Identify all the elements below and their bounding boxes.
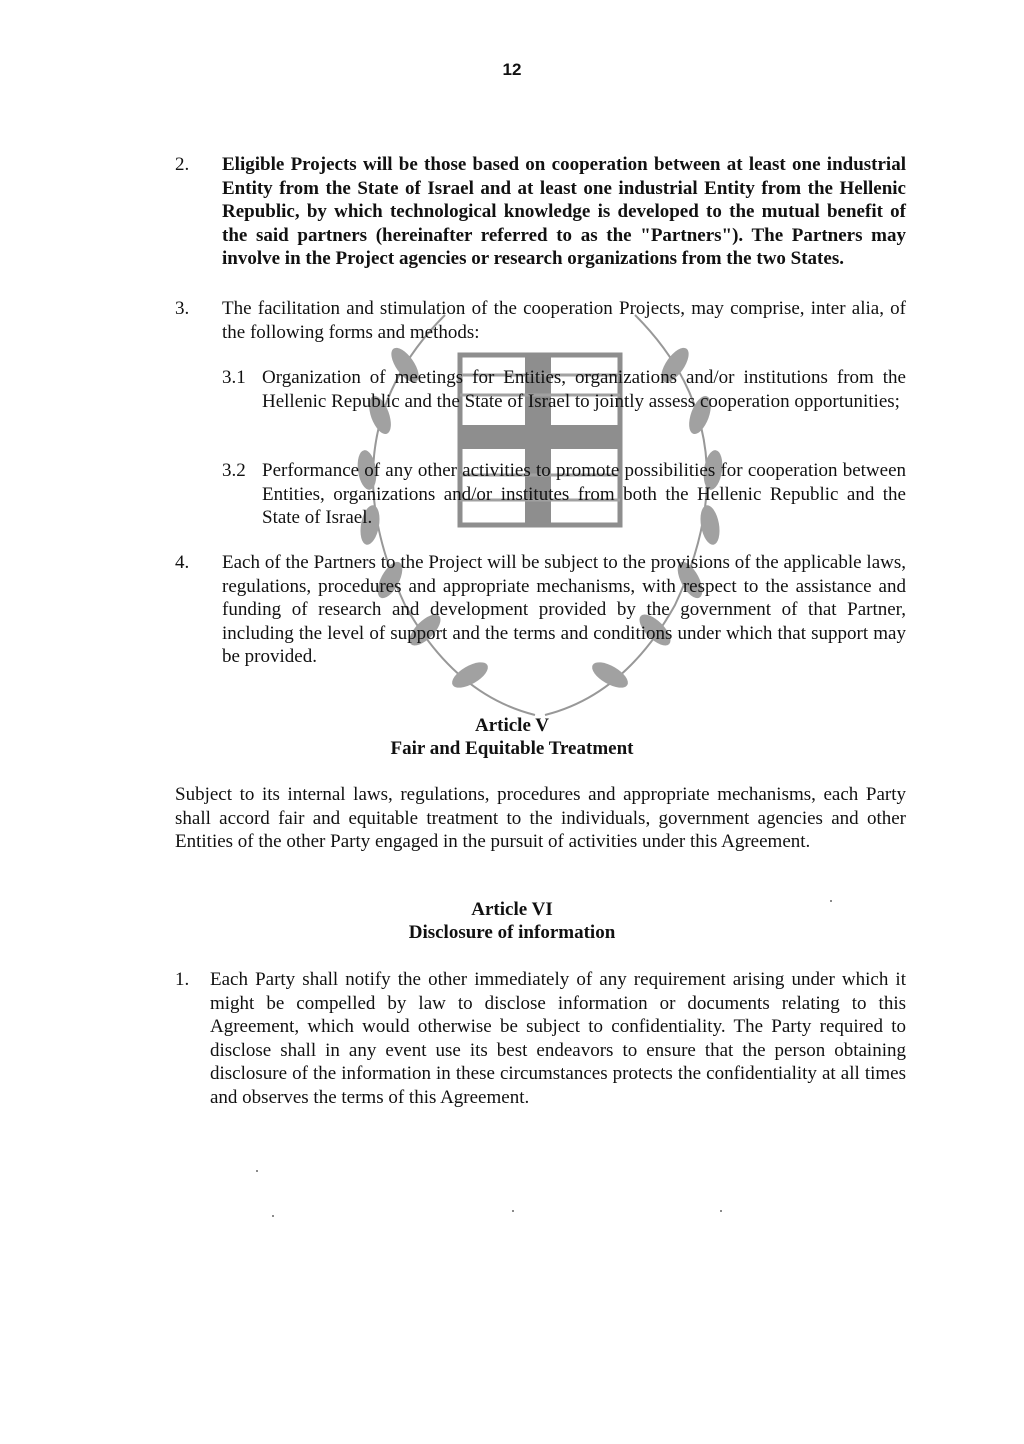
page-number: 12 [502, 60, 522, 79]
article-v-subtitle: Fair and Equitable Treatment [390, 738, 634, 759]
item-text: Organization of meetings for Entities, organizations and/or institutions from the Hellenic Republic and the State of Israel to jointly assess cooperation opportunities; [262, 367, 906, 412]
item-number: 3. [175, 298, 190, 319]
item-text: Performance of any other activities to promote possibilities for cooperation between Entities, organizations and/or institutes from both the Hellenic Republic and the State of Israel. [262, 460, 906, 528]
item-text: The facilitation and stimulation of the cooperation Projects, may comprise, inter alia, of the following forms and methods: [222, 298, 906, 343]
item-text: Each of the Partners to the Project will be subject to the provisions of the applicable laws, regulations, procedures and appropriate mechanisms, with respect to the assistance and funding of research and development provided by the government of that Partner, including the level of support and the terms and conditions under which that support may be provided. [222, 552, 906, 667]
article-v-text: Subject to its internal laws, regulations, procedures and appropriate mechanisms, each Party shall accord fair and equitable treatment to the individuals, government agencies and other Entities of the other Party engaged in the pursuit of activities under this Agreement. [175, 784, 906, 852]
scan-speck [272, 1215, 274, 1217]
item-number: 3.2 [222, 460, 246, 481]
article-vi-title: Article VI [471, 899, 553, 920]
article-v-title: Article V [474, 715, 550, 736]
item-number: 4. [175, 552, 190, 573]
item-number: 2. [175, 154, 190, 175]
scan-speck [512, 1210, 514, 1212]
scan-speck [830, 900, 832, 902]
scan-speck [256, 1170, 258, 1172]
item-number: 3.1 [222, 367, 246, 388]
item-text: Each Party shall notify the other immediately of any requirement arising under which it might be compelled by law to disclose information or documents relating to this Agreement, which would otherwise be subject to confidentiality. The Party required to disclose shall in any event use its best endeavors to ensure that the person obtaining disclosure of the information in these circumstances protects the confidentiality at all times and observes the terms of this Agreement. [210, 969, 906, 1108]
scan-speck [720, 1210, 722, 1212]
item-text: Eligible Projects will be those based on cooperation between at least one industrial Entity from the State of Israel and at least one industrial Entity from the Hellenic Republic, by which technological knowledge is developed to the mutual benefit of the said partners (hereinafter referred to as the "Partners"). The Partners may involve in the Project agencies or research organizations from the two States. [222, 154, 906, 269]
article-vi-subtitle: Disclosure of information [408, 922, 616, 943]
item-number: 1. [175, 969, 190, 990]
